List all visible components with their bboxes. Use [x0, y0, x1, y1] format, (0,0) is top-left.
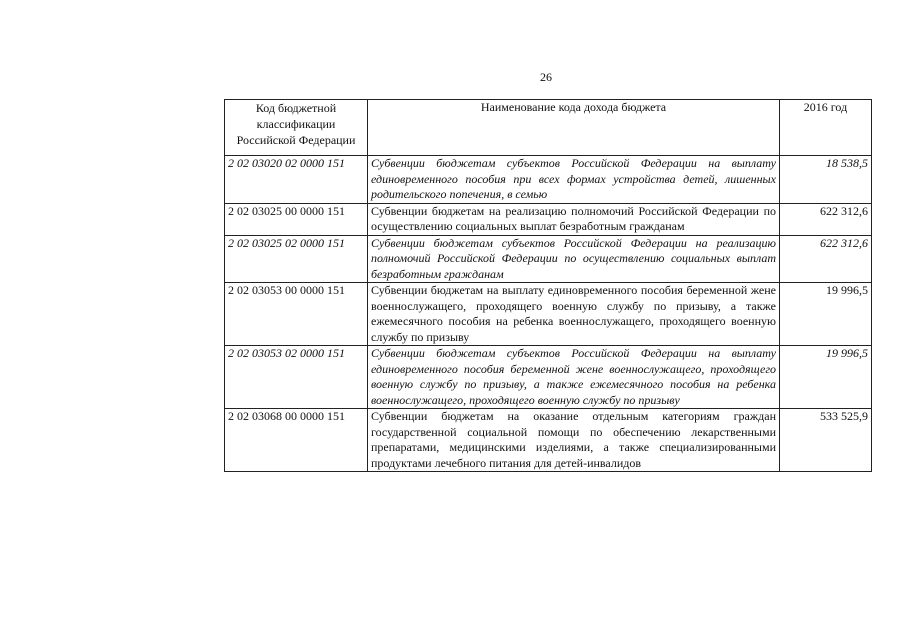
- row-code: 2 02 03053 00 0000 151: [225, 283, 368, 346]
- row-amount: 622 312,6: [780, 203, 872, 235]
- table-header-row: [225, 100, 872, 156]
- page-number: 26: [540, 70, 552, 84]
- header-name: Наименование кода дохода бюджета: [368, 100, 780, 156]
- header-code: Код бюджетной классификации Российской Федерации: [225, 100, 368, 156]
- row-amount: 533 525,9: [780, 409, 872, 472]
- row-name: Субвенции бюджетам на оказание отдельным категориям граждан государственной социальной помощи по обеспечению лекарственными препаратами, медицинскими изделиями, а также специализированными продуктами лечебного питания для детей-инвалидов: [368, 409, 780, 472]
- table-row: [225, 283, 872, 346]
- row-amount: 19 996,5: [780, 283, 872, 346]
- table-row: [225, 409, 872, 472]
- row-name: Субвенции бюджетам субъектов Российской Федерации на выплату единовременного пособия беременной жене военнослужащего, проходящего военную службу по призыву, а также ежемесячного пособия на ребенка военнослужащего, проходящего военную службу по призыву: [368, 346, 780, 409]
- budget-table: [224, 99, 872, 472]
- row-code: 2 02 03053 02 0000 151: [225, 346, 368, 409]
- table-row: [225, 156, 872, 204]
- row-code: 2 02 03020 02 0000 151: [225, 156, 368, 204]
- row-name: Субвенции бюджетам субъектов Российской Федерации на выплату единовременного пособия при всех формах устройства детей, лишенных родительского попечения, в семью: [368, 156, 780, 204]
- row-amount: 19 996,5: [780, 346, 872, 409]
- row-amount: 18 538,5: [780, 156, 872, 204]
- header-year: 2016 год: [780, 100, 872, 156]
- row-name: Субвенции бюджетам на выплату единовременного пособия беременной жене военнослужащего, проходящего военную службу по призыву, а также ежемесячного пособия на ребенка военнослужащего, проходящего военную службу по призыву: [368, 283, 780, 346]
- table-row: [225, 235, 872, 283]
- row-code: 2 02 03025 00 0000 151: [225, 203, 368, 235]
- row-amount: 622 312,6: [780, 235, 872, 283]
- row-code: 2 02 03025 02 0000 151: [225, 235, 368, 283]
- row-name: Субвенции бюджетам на реализацию полномочий Российской Федерации по осуществлению социальных выплат безработным гражданам: [368, 203, 780, 235]
- row-code: 2 02 03068 00 0000 151: [225, 409, 368, 472]
- row-name: Субвенции бюджетам субъектов Российской Федерации на реализацию полномочий Российской Федерации по осуществлению социальных выплат безработным гражданам: [368, 235, 780, 283]
- table-row: [225, 203, 872, 235]
- table-row: [225, 346, 872, 409]
